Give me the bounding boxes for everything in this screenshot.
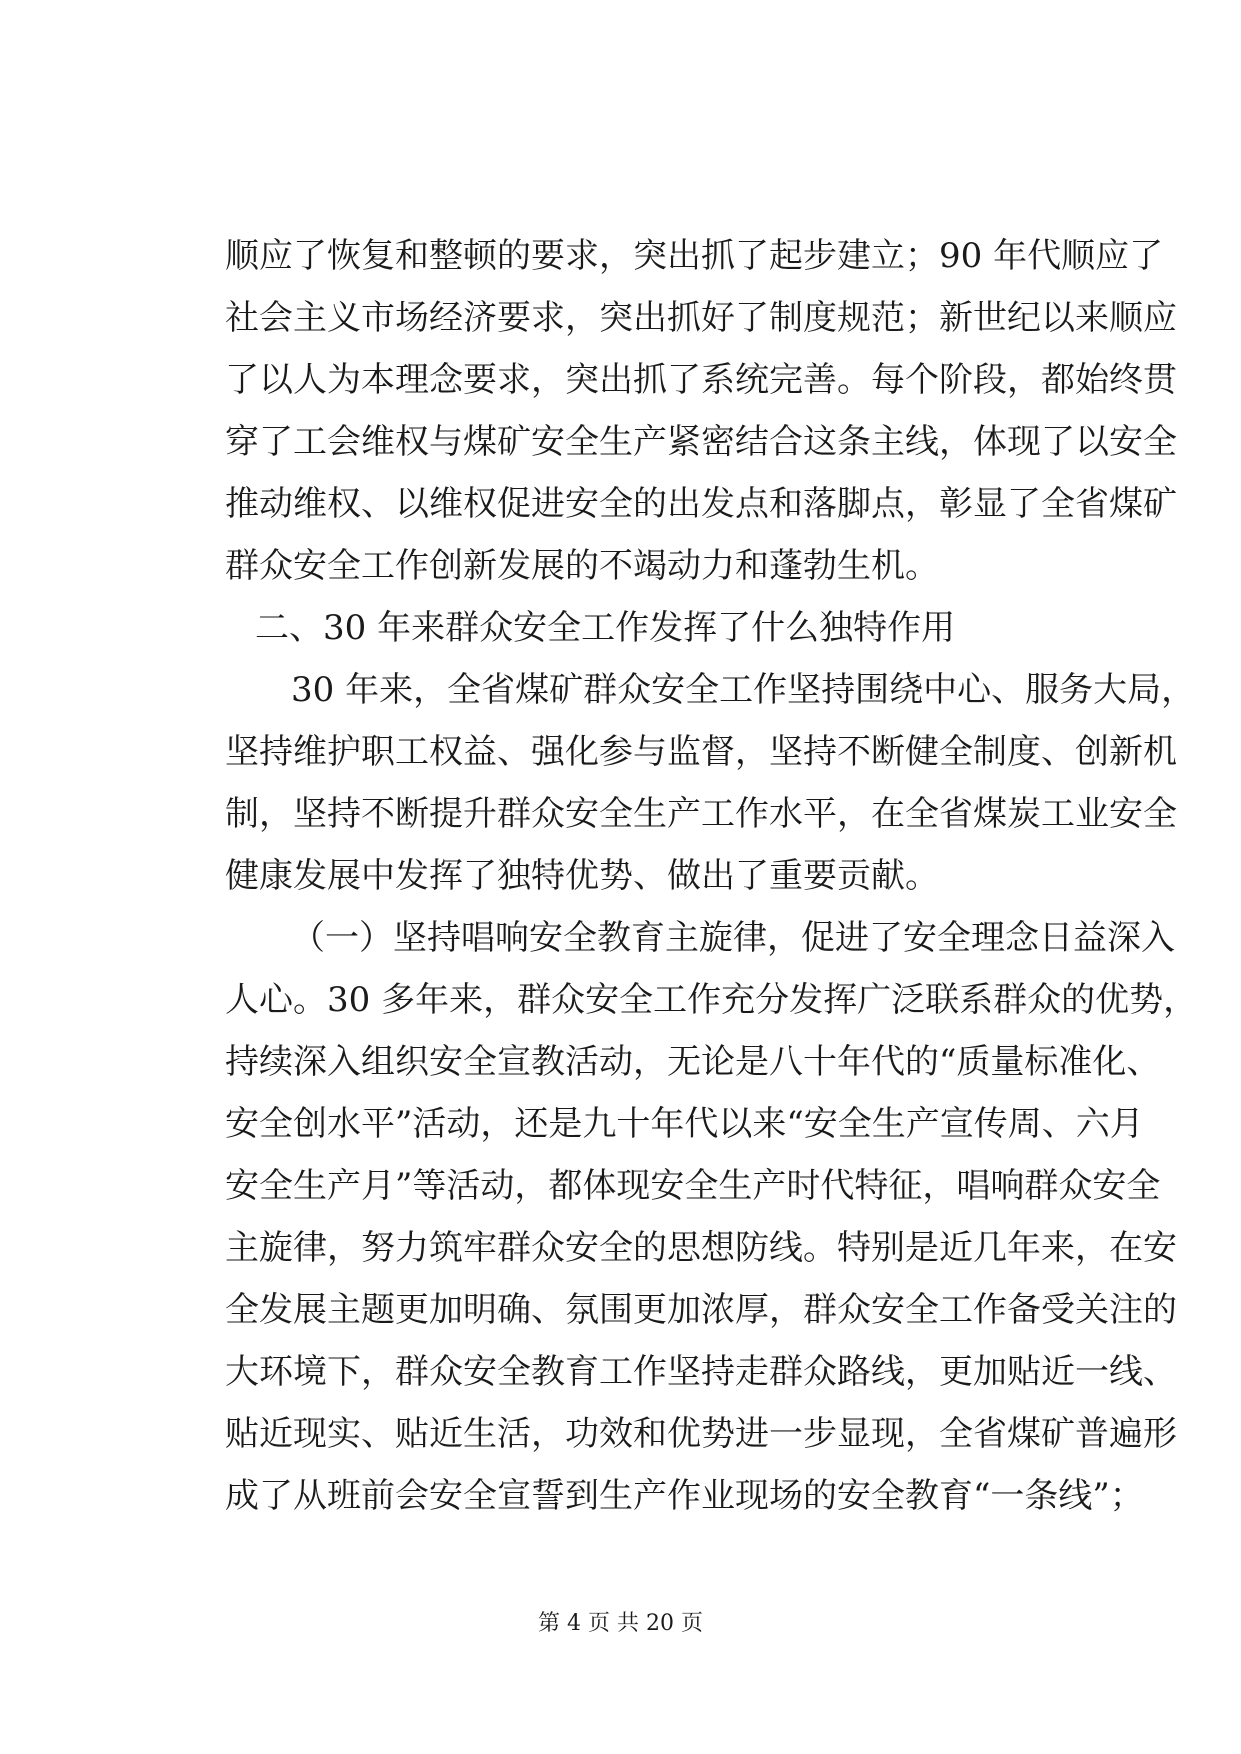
- document-body: [225, 225, 1198, 1527]
- body-line: 安全创水平”活动，还是九十年代以来“安全生产宣传周、六月: [225, 1104, 1144, 1144]
- body-line: 成了从班前会安全宣誓到生产作业现场的安全教育“一条线”；: [225, 1476, 1144, 1516]
- section-heading: 二、30 年来群众安全工作发挥了什么独特作用: [255, 608, 956, 648]
- body-line: 社会主义市场经济要求，突出抓好了制度规范；新世纪以来顺应: [225, 298, 1177, 338]
- body-line: 安全生产月”等活动，都体现安全生产时代特征，唱响群众安全: [225, 1166, 1161, 1206]
- page-number-footer: 第 4 页 共 20 页: [538, 1611, 703, 1636]
- body-line: 推动维权、以维权促进安全的出发点和落脚点，彰显了全省煤矿: [225, 484, 1177, 524]
- body-line: 顺应了恢复和整顿的要求，突出抓了起步建立；90 年代顺应了: [225, 236, 1164, 276]
- body-line: 贴近现实、贴近生活，功效和优势进一步显现，全省煤矿普遍形: [225, 1414, 1177, 1454]
- subsection-heading: （一）坚持唱响安全教育主旋律，促进了安全理念日益深入: [291, 918, 1175, 958]
- body-line: 了以人为本理念要求，突出抓了系统完善。每个阶段，都始终贯: [225, 360, 1177, 400]
- body-line: 主旋律，努力筑牢群众安全的思想防线。特别是近几年来，在安: [225, 1228, 1177, 1268]
- body-line: 人心。30 多年来，群众安全工作充分发挥广泛联系群众的优势，: [225, 980, 1198, 1020]
- body-line: 全发展主题更加明确、氛围更加浓厚，群众安全工作备受关注的: [225, 1290, 1177, 1330]
- body-line: 大环境下，群众安全教育工作坚持走群众路线，更加贴近一线、: [225, 1352, 1177, 1392]
- body-line: 穿了工会维权与煤矿安全生产紧密结合这条主线，体现了以安全: [225, 422, 1177, 462]
- body-line: 持续深入组织安全宣教活动，无论是八十年代的“质量标准化、: [225, 1042, 1161, 1082]
- body-line: 群众安全工作创新发展的不竭动力和蓬勃生机。: [225, 546, 939, 586]
- paragraph-first-line: 30 年来，全省煤矿群众安全工作坚持围绕中心、服务大局，: [291, 670, 1196, 710]
- body-line: 制，坚持不断提升群众安全生产工作水平，在全省煤炭工业安全: [225, 794, 1177, 834]
- body-line: 健康发展中发挥了独特优势、做出了重要贡献。: [225, 856, 939, 896]
- body-line: 坚持维护职工权益、强化参与监督，坚持不断健全制度、创新机: [225, 732, 1177, 772]
